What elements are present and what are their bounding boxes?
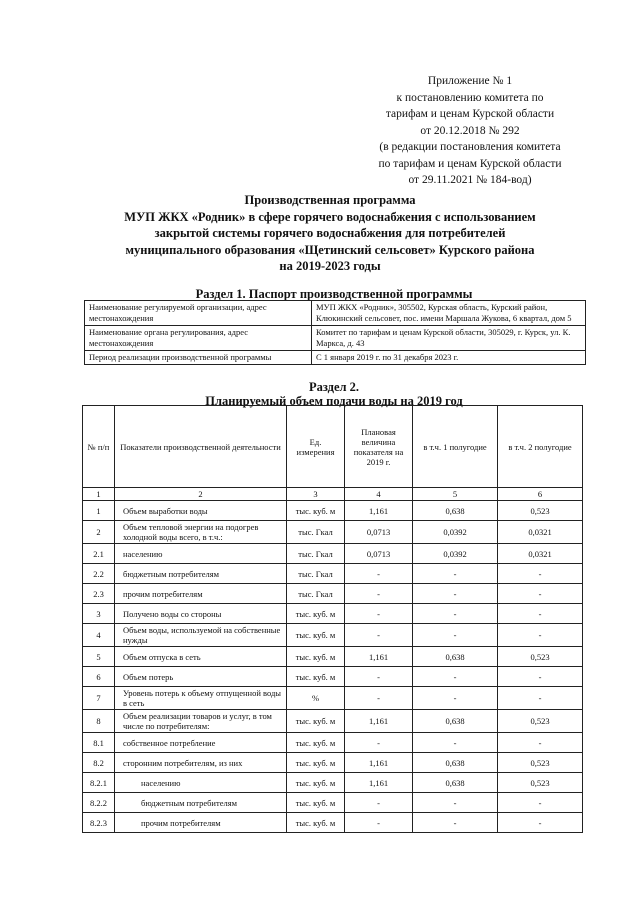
half2-value: - xyxy=(498,604,583,624)
unit-cell: тыс. Гкал xyxy=(287,564,345,584)
half1-value: - xyxy=(413,584,498,604)
indicator-name: сторонним потребителям, из них xyxy=(115,753,287,773)
unit-cell: тыс. куб. м xyxy=(287,813,345,833)
half1-value: 0,0392 xyxy=(413,521,498,544)
row-number: 6 xyxy=(83,667,115,687)
plan-value: 1,161 xyxy=(345,753,413,773)
half2-value: - xyxy=(498,564,583,584)
passport-label: Наименование органа регулирования, адрес местонахождения xyxy=(85,326,312,351)
title-line: Производственная программа xyxy=(244,193,416,207)
indicator-name: Объем воды, используемой на собственные нужды xyxy=(115,624,287,647)
plan-value: 1,161 xyxy=(345,773,413,793)
half1-value: - xyxy=(413,813,498,833)
appendix-note xyxy=(360,73,580,189)
indicator-name: населению xyxy=(115,773,287,793)
indicator-name: Объем тепловой энергии на подогрев холодной воды всего, в т.ч.: xyxy=(115,521,287,544)
indicator-name: бюджетным потребителям xyxy=(115,564,287,584)
table-row xyxy=(83,687,583,710)
plan-value: - xyxy=(345,604,413,624)
unit-cell: тыс. Гкал xyxy=(287,584,345,604)
plan-value: - xyxy=(345,584,413,604)
unit-cell: тыс. куб. м xyxy=(287,501,345,521)
half2-value: - xyxy=(498,733,583,753)
plan-value: 0,0713 xyxy=(345,521,413,544)
appendix-line: от 20.12.2018 № 292 xyxy=(420,124,520,137)
row-number: 8.2.3 xyxy=(83,813,115,833)
row-number: 2 xyxy=(83,521,115,544)
passport-row xyxy=(85,351,586,365)
header-cell: Показатели производственной деятельности xyxy=(115,406,287,488)
table-row xyxy=(83,710,583,733)
half2-value: - xyxy=(498,813,583,833)
plan-value: - xyxy=(345,564,413,584)
table-row xyxy=(83,564,583,584)
table-header-row xyxy=(83,406,583,488)
plan-value: 0,0713 xyxy=(345,544,413,564)
column-number: 1 xyxy=(83,488,115,501)
half2-value: - xyxy=(498,667,583,687)
indicator-name: Объем потерь xyxy=(115,667,287,687)
column-number: 6 xyxy=(498,488,583,501)
row-number: 2.3 xyxy=(83,584,115,604)
indicator-name: Объем выработки воды xyxy=(115,501,287,521)
title-line: муниципального образования «Щетинский сельсовет» Курского района xyxy=(125,242,535,257)
half2-value: 0,523 xyxy=(498,710,583,733)
plan-value: 1,161 xyxy=(345,501,413,521)
plan-value: 1,161 xyxy=(345,647,413,667)
appendix-line: к постановлению комитета по xyxy=(396,91,544,104)
appendix-line: по тарифам и ценам Курской области xyxy=(378,157,562,170)
unit-cell: тыс. Гкал xyxy=(287,521,345,544)
half1-value: - xyxy=(413,733,498,753)
water-volume-table xyxy=(82,405,583,833)
table-row xyxy=(83,604,583,624)
passport-value: Комитет по тарифам и ценам Курской области, 305029, г. Курск, ул. К. Маркса, д. 43 xyxy=(312,326,586,351)
half1-value: 0,638 xyxy=(413,647,498,667)
half1-value: - xyxy=(413,667,498,687)
table-row xyxy=(83,773,583,793)
unit-cell: тыс. куб. м xyxy=(287,647,345,667)
unit-cell: тыс. куб. м xyxy=(287,753,345,773)
table-row xyxy=(83,544,583,564)
plan-value: - xyxy=(345,793,413,813)
table-row xyxy=(83,647,583,667)
unit-cell: тыс. куб. м xyxy=(287,604,345,624)
plan-value: - xyxy=(345,624,413,647)
plan-value: 1,161 xyxy=(345,710,413,733)
unit-cell: тыс. куб. м xyxy=(287,667,345,687)
half2-value: - xyxy=(498,793,583,813)
indicator-name: Объем отпуска в сеть xyxy=(115,647,287,667)
indicator-name: собственное потребление xyxy=(115,733,287,753)
row-number: 2.1 xyxy=(83,544,115,564)
header-cell: в т.ч. 2 полугодие xyxy=(498,406,583,488)
row-number: 8.2.1 xyxy=(83,773,115,793)
row-number: 8.1 xyxy=(83,733,115,753)
row-number: 4 xyxy=(83,624,115,647)
unit-cell: тыс. куб. м xyxy=(287,793,345,813)
half2-value: 0,0321 xyxy=(498,521,583,544)
unit-cell: тыс. куб. м xyxy=(287,710,345,733)
indicator-name: прочим потребителям xyxy=(115,813,287,833)
indicator-name: прочим потребителям xyxy=(115,584,287,604)
indicator-name: бюджетным потребителям xyxy=(115,793,287,813)
half1-value: 0,638 xyxy=(413,710,498,733)
table-row xyxy=(83,584,583,604)
column-number: 4 xyxy=(345,488,413,501)
passport-value: МУП ЖКХ «Родник», 305502, Курская область, Курский район, Клюкинский сельсовет, пос. имени Маршала Жукова, 6 квартал, дом 5 xyxy=(312,301,586,326)
appendix-line: Приложение № 1 xyxy=(427,75,513,87)
indicator-name: Уровень потерь к объему отпущенной воды в сеть xyxy=(115,687,287,710)
row-number: 8.2 xyxy=(83,753,115,773)
half1-value: - xyxy=(413,793,498,813)
title-line: МУП ЖКХ «Родник» в сфере горячего водоснабжения с использованием xyxy=(124,209,536,224)
column-number: 2 xyxy=(115,488,287,501)
unit-cell: % xyxy=(287,687,345,710)
table-row xyxy=(83,753,583,773)
header-cell: Ед. измерения xyxy=(287,406,345,488)
passport-value: С 1 января 2019 г. по 31 декабря 2023 г. xyxy=(312,351,586,365)
row-number: 8 xyxy=(83,710,115,733)
half1-value: 0,0392 xyxy=(413,544,498,564)
title-line: закрытой системы горячего водоснабжения для потребителей xyxy=(154,226,506,240)
section2-heading xyxy=(84,380,584,408)
header-cell: № п/п xyxy=(83,406,115,488)
plan-value: - xyxy=(345,813,413,833)
passport-row xyxy=(85,301,586,326)
document-title xyxy=(60,192,600,275)
unit-cell: тыс. куб. м xyxy=(287,773,345,793)
table-row xyxy=(83,521,583,544)
appendix-line: тарифам и ценам Курской области xyxy=(385,108,555,120)
half2-value: 0,523 xyxy=(498,647,583,667)
table-row xyxy=(83,813,583,833)
table-row xyxy=(83,624,583,647)
header-cell: Плановая величина показателя на 2019 г. xyxy=(345,406,413,488)
row-number: 3 xyxy=(83,604,115,624)
half2-value: - xyxy=(498,584,583,604)
row-number: 1 xyxy=(83,501,115,521)
column-number-row xyxy=(83,488,583,501)
section2-subtitle: Планируемый объем подачи воды на 2019 год xyxy=(205,394,463,408)
column-number: 5 xyxy=(413,488,498,501)
half2-value: 0,523 xyxy=(498,501,583,521)
half2-value: 0,523 xyxy=(498,773,583,793)
half1-value: - xyxy=(413,687,498,710)
half2-value: - xyxy=(498,624,583,647)
half2-value: 0,523 xyxy=(498,753,583,773)
appendix-line: от 29.11.2021 № 184-вод) xyxy=(408,174,532,186)
row-number: 7 xyxy=(83,687,115,710)
half1-value: 0,638 xyxy=(413,773,498,793)
table-row xyxy=(83,667,583,687)
half2-value: - xyxy=(498,687,583,710)
plan-value: - xyxy=(345,733,413,753)
unit-cell: тыс. куб. м xyxy=(287,733,345,753)
title-line: на 2019-2023 годы xyxy=(279,259,381,273)
indicator-name: Объем реализации товаров и услуг, в том числе по потребителям: xyxy=(115,710,287,733)
table-row xyxy=(83,793,583,813)
row-number: 2.2 xyxy=(83,564,115,584)
indicator-name: населению xyxy=(115,544,287,564)
section2-title: Раздел 2. xyxy=(308,380,360,394)
appendix-line: (в редакции постановления комитета xyxy=(379,141,561,153)
header-cell: в т.ч. 1 полугодие xyxy=(413,406,498,488)
half1-value: 0,638 xyxy=(413,501,498,521)
passport-row xyxy=(85,326,586,351)
half2-value: 0,0321 xyxy=(498,544,583,564)
table-body xyxy=(83,501,583,833)
plan-value: - xyxy=(345,667,413,687)
row-number: 5 xyxy=(83,647,115,667)
section1-heading: Раздел 1. Паспорт производственной программы xyxy=(195,287,473,301)
table-row xyxy=(83,733,583,753)
unit-cell: тыс. Гкал xyxy=(287,544,345,564)
passport-table xyxy=(84,300,586,365)
half1-value: - xyxy=(413,564,498,584)
indicator-name: Получено воды со стороны xyxy=(115,604,287,624)
passport-label: Период реализации производственной программы xyxy=(85,351,312,365)
table-row xyxy=(83,501,583,521)
passport-label: Наименование регулируемой организации, адрес местонахождения xyxy=(85,301,312,326)
row-number: 8.2.2 xyxy=(83,793,115,813)
column-number: 3 xyxy=(287,488,345,501)
half1-value: - xyxy=(413,624,498,647)
plan-value: - xyxy=(345,687,413,710)
unit-cell: тыс. куб. м xyxy=(287,624,345,647)
half1-value: - xyxy=(413,604,498,624)
half1-value: 0,638 xyxy=(413,753,498,773)
